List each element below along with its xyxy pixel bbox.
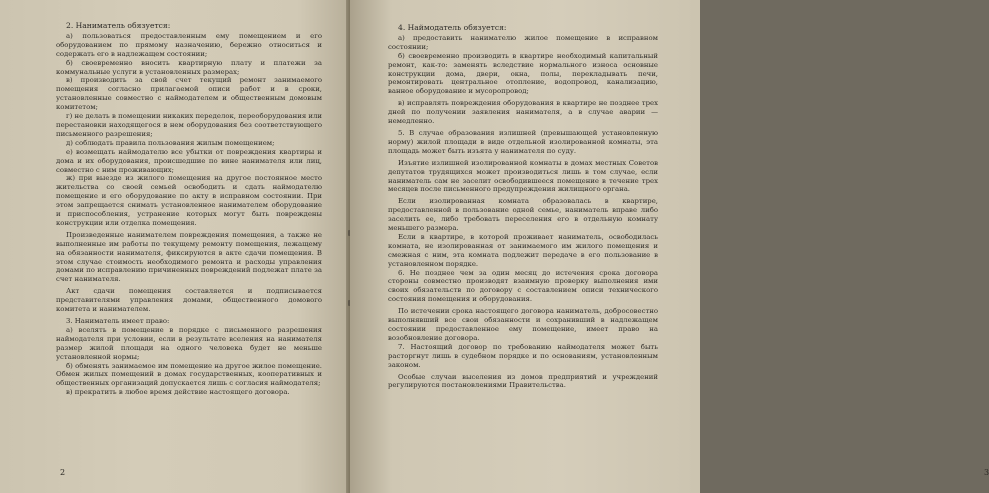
paragraph: б) своевременно производить в квартире необходимый капитальный ремонт, как-то: заменять вследствие нормального износа основные конструкции дома, двери, окна, полы, перекладывать печи, ремонтировать центральное отопление, водопровод, канализацию, ванное оборудование и мусоропровод; <box>388 51 658 96</box>
paragraph: Если изолированная комната образовалась в квартире, предоставленной в пользование одной семье, наниматель вправе либо заселить ее, либо требовать переселения его в отдельную комнату меньшего размера. <box>388 197 658 233</box>
paragraph: а) предоставить нанимателю жилое помещение в исправном состоянии; <box>388 33 658 51</box>
paragraph: д) соблюдать правила пользования жилым помещением; <box>66 138 275 147</box>
paragraph: г) не делать в помещении никаких переделок, переоборудования или перестановки находящегося в нем оборудования без соответствующего письменного разрешения; <box>56 112 322 138</box>
page-number: 2 <box>60 468 66 477</box>
paragraph: Произведенные нанимателем повреждения помещения, а также не выполненные им работы по текущему ремонту помещения, лежащему на обязанности нанимателя, фиксируются в акте сдачи помещения. В этом случае стоимость необходимого ремонта и расходы управления домами по исправлению причиненных повреждений подлежат плате за счет нанимателя. <box>56 230 322 284</box>
section-heading: 3. Наниматель имеет право: <box>66 317 170 325</box>
paragraph: Особые случаи выселения из домов предприятий и учреждений регулируются постановлениями Правительства. <box>388 372 658 390</box>
paragraph: 6. Не позднее чем за один месяц до истечения срока договора стороны совместно производят взаимную проверку выполнения ими своих обязательств по договору с составлением описи технического состояния помещения и оборудования. <box>388 268 658 304</box>
section-heading: 2. Наниматель обязуется: <box>66 21 171 30</box>
right-page-text <box>388 24 658 390</box>
left-page-text <box>56 22 322 397</box>
page-number: 3 <box>984 468 989 477</box>
paragraph: 5. В случае образования излишней (превышающей установленную норму) жилой площади в виде отдельной изолированной комнаты, эта площадь может быть изъята у нанимателя по суду. <box>388 128 658 155</box>
paragraph: в) исправлять повреждения оборудования в квартире не позднее трех дней по получении заявления нанимателя, а в случае аварии — немедленно. <box>388 99 658 126</box>
paragraph: Акт сдачи помещения составляется и подписывается представителями управления домами, общественного домового комитета и нанимателем. <box>56 287 322 314</box>
paragraph: в) прекратить в любое время действие настоящего договора. <box>66 388 290 397</box>
paragraph: а) вселять в помещение в порядке с письменного разрешения наймодателя при условии, если в результате вселения на нанимателя размер жилой площади на одного человека будет не меньше установленной нормы; <box>56 325 322 361</box>
paragraph: ж) при выезде из жилого помещения на другое постоянное место жительства со своей семьей освободить и сдать наймодателю помещение и его оборудование по акту в исправном состоянии. При этом запрещается снимать установленное нанимателем оборудование и приспособления, устранение которых могут быть повреждены конструкции или отделка помещения. <box>56 174 322 227</box>
paragraph: Если в квартире, в которой проживает наниматель, освободилась комната, не изолированная от занимаемого им жилого помещения и смежная с ним, эта комната подлежит передаче в его пользование в установленном порядке. <box>388 232 658 268</box>
paragraph: б) обменять занимаемое им помещение на другое жилое помещение. Обмен жилых помещений в домах государственных, кооперативных и общественных организаций допускается лишь с согласия наймодателя; <box>56 361 322 388</box>
right-page <box>350 0 989 493</box>
paragraph: б) своевременно вносить квартирную плату и платежи за коммунальные услуги в установленных размерах; <box>56 58 322 76</box>
paragraph: По истечении срока настоящего договора наниматель, добросовестно выполнявший все свои обязанности и сохранивший в надлежащем состоянии предоставленное ему помещение, имеет право на возобновление договора. <box>388 307 658 342</box>
paragraph: Изъятие излишней изолированной комнаты в домах местных Советов депутатов трудящихся может производиться лишь в том случае, если наниматель сам не заселит освободившееся помещение в течение трех месяцев после письменного предупреждения жилищного органа. <box>388 158 658 194</box>
paragraph: в) производить за свой счет текущий ремонт занимаемого помещения согласно прилагаемой описи работ и в сроки, установленные совместно с наймодателем и общественным домовым комитетом; <box>56 76 322 112</box>
section-heading: 4. Наймодатель обязуется: <box>398 23 507 32</box>
left-page <box>0 0 350 493</box>
paragraph: 7. Настоящий договор по требованию наймодателя может быть расторгнут лишь в судебном порядке и по основаниям, установленным законом. <box>388 342 658 369</box>
paragraph: е) возмещать наймодателю все убытки от повреждения квартиры и дома и их оборудования, происшедшие по вине нанимателя или лиц, совместно с ним проживающих; <box>56 147 322 174</box>
paragraph: а) пользоваться предоставленным ему помещением и его оборудованием по прямому назначению, бережно относиться и содержать его в надлежащем состоянии; <box>56 31 322 58</box>
